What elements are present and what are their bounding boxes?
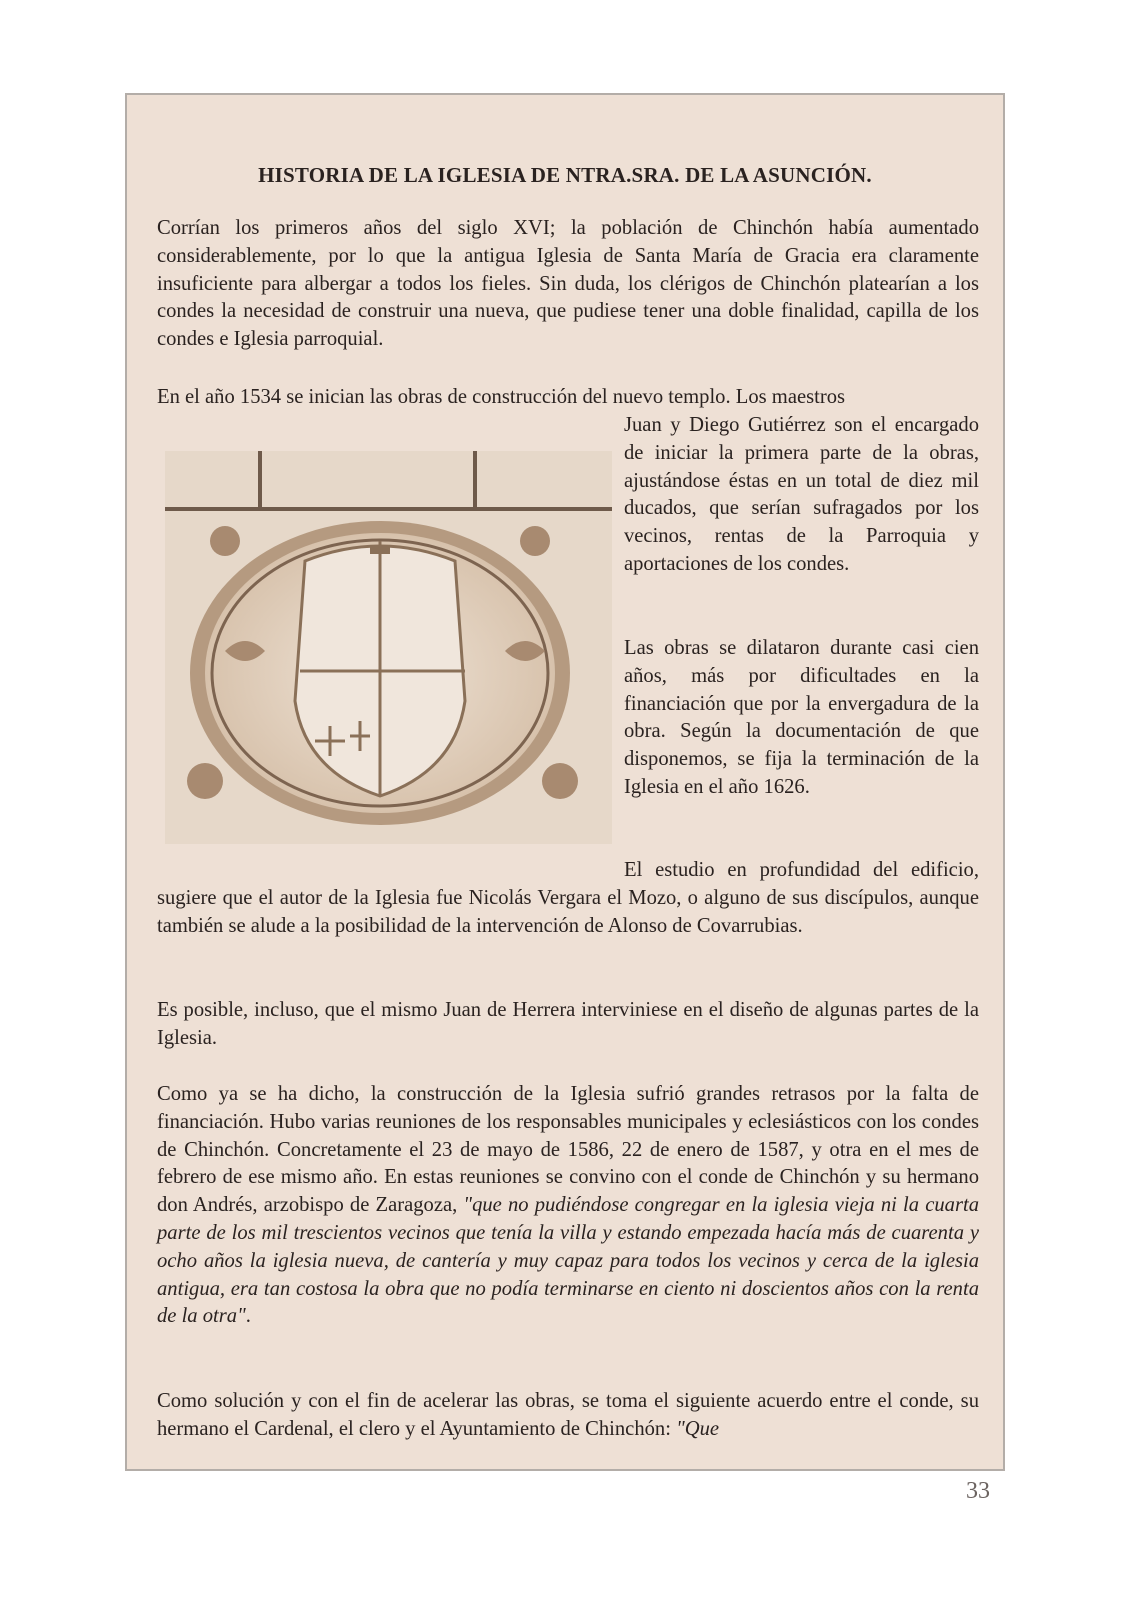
paragraph-3: Las obras se dilataron durante casi cien años, más por dificultades en la financiación que por la envergadura de la obra. Según la documentación de que disponemos, se fija la terminación de la Iglesia en el año 1626.	[624, 637, 979, 798]
page-number: 33	[966, 1478, 990, 1504]
paragraph-7-text: Como solución y con el fin de acelerar las obras, se toma el siguiente acuerdo entre el conde, su hermano el Cardenal, el clero y el Ayuntamiento de Chinchón:	[157, 1390, 979, 1440]
paragraph-6-end: .	[245, 1305, 251, 1328]
paragraph-6-text: Como ya se ha dicho, la construcción de la Iglesia sufrió grandes retrasos por la falta de financiación. Hubo varias reuniones de los responsables municipales y eclesiásticos con los condes de Chinchón. Concretamente el 23 de mayo de 1586, 22 de enero de 1587, y otra en el mes de febrero de ese mismo año. En estas reuniones se convino con el conde de Chinchón y su hermano don Andrés, arzobispo de Zaragoza,	[157, 1083, 979, 1217]
paragraph-4: El estudio en profundidad del edificio, sugiere que el autor de la Iglesia fue Nicolás Vergara el Mozo, o alguno de sus discípulos, aunque también se alude a la posibilidad de la intervención de Alonso de Covarrubias.	[157, 859, 979, 937]
paragraph-6	[157, 1081, 979, 1331]
paragraph-7	[157, 1388, 979, 1444]
paragraph-2-continued: Juan y Diego Gutiérrez son el encargado de iniciar la primera parte de la obras, ajustándose éstas en un total de diez mil ducados, que serían sufragados por los vecinos, rentas de la Parroquia y aportaciones de los condes.	[624, 414, 979, 575]
page-title: HISTORIA DE LA IGLESIA DE NTRA.SRA. DE LA ASUNCIÓN.	[258, 163, 872, 187]
paragraph-6-quote: "que no pudiéndose congregar en la iglesia vieja ni la cuarta parte de los mil trescientos vecinos que tenía la villa y estando empezada hacía más de cuarenta y ocho años la iglesia nueva, de cantería y muy capaz para todos los vecinos y cerca de la iglesia antigua, era tan costosa la obra que no podía terminarse en ciento ni doscientos años con la renta de la otra"	[157, 1194, 979, 1328]
page-panel	[125, 93, 1005, 1471]
coat-of-arms-photo	[165, 451, 612, 844]
paragraph-7-quote: "Que	[676, 1417, 720, 1440]
paragraph-2: En el año 1534 se inician las obras de construcción del nuevo templo. Los maestros	[157, 386, 846, 408]
paragraph-5: Es posible, incluso, que el mismo Juan de Herrera interviniese en el diseño de algunas partes de la Iglesia.	[157, 999, 979, 1049]
coat-of-arms-icon	[165, 451, 612, 844]
paragraph-1: Corrían los primeros años del siglo XVI; la población de Chinchón había aumentado considerablemente, por lo que la antigua Iglesia de Santa María de Gracia era claramente insuficiente para albergar a todos los fieles. Sin duda, los clérigos de Chinchón platearían a los condes la necesidad de construir una nueva, que pudiese tener una doble finalidad, capilla de los condes e Iglesia parroquial.	[157, 217, 979, 351]
